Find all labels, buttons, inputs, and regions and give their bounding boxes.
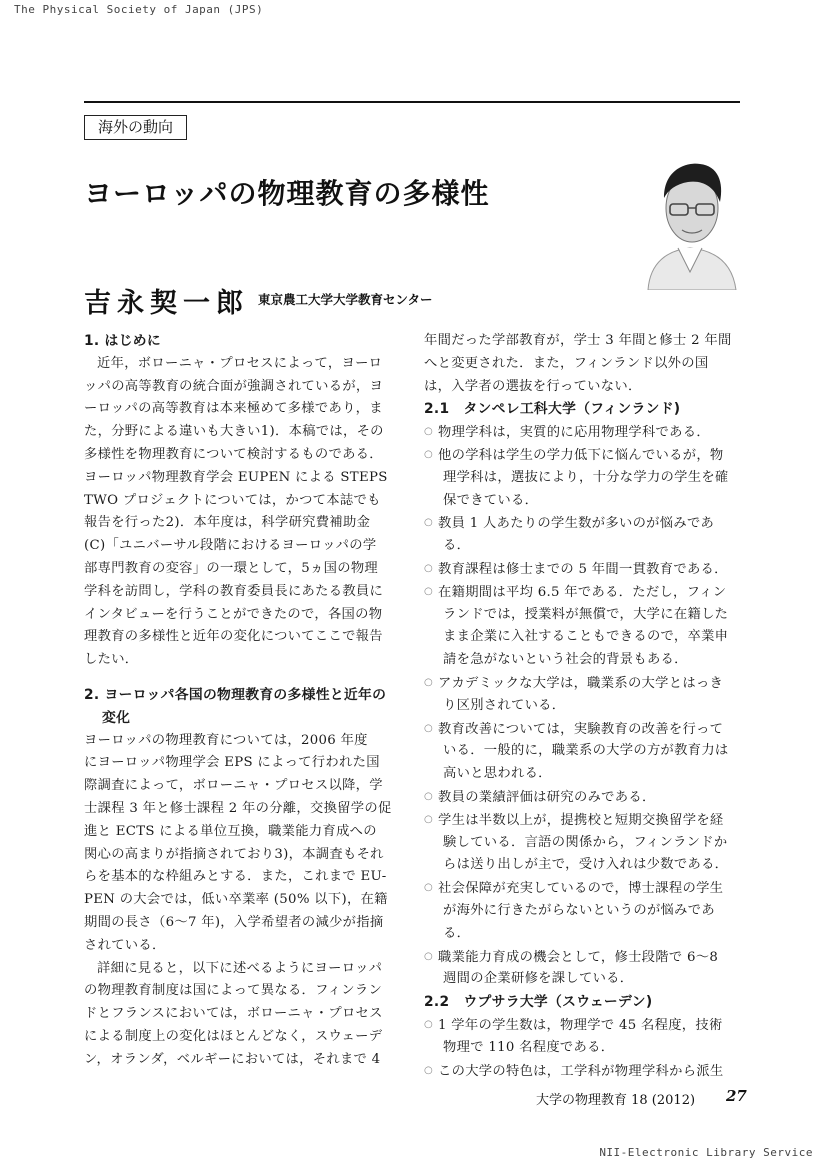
paragraph-line <box>84 535 404 558</box>
line-text: アカデミックな大学は，職業系の大学とはっき <box>438 675 724 691</box>
bullet-continuation <box>424 923 744 946</box>
bullet-continuation <box>424 900 744 923</box>
line-text: にヨーロッパ物理学会 EPS によって行われた国 <box>84 755 380 771</box>
line-text: TWO プロジェクトについては，かつて本誌でも <box>84 492 381 508</box>
line-text: PEN の大会では，低い卒業率 (50% 以下)，在籍 <box>84 892 388 908</box>
paragraph-line <box>84 1026 404 1049</box>
line-text: 詳細に見ると，以下に述べるようにヨーロッパ <box>97 960 383 976</box>
paragraph-line <box>84 821 404 844</box>
line-text: 高いと思われる． <box>443 766 552 782</box>
paragraph-line <box>84 752 404 775</box>
top-rule <box>84 101 740 103</box>
line-text: 物理で 110 名程度である． <box>443 1039 615 1055</box>
line-text: 験している．言語の関係から，フィンランドか <box>443 834 728 850</box>
line-text: 際調査によって，ボローニャ・プロセス以降，学 <box>84 778 383 794</box>
bullet-icon: ○ <box>424 882 434 894</box>
bullet-item <box>424 444 744 467</box>
line-text: た，分野による違いも大きい1)．本稿では，その <box>84 424 384 440</box>
bullet-item <box>424 1014 744 1037</box>
line-text: 1 学年の学生数は，物理学で 45 名程度，技術 <box>438 1017 723 1033</box>
paragraph-line <box>84 866 404 889</box>
line-text: 部専門教育の変容」の一環として，5ヵ国の物理 <box>84 560 379 576</box>
line-text: 学生は半数以上が，提携校と短期交換留学を経 <box>438 812 724 828</box>
bullet-item <box>424 946 744 969</box>
bullet-item <box>424 558 744 581</box>
bullet-continuation <box>424 649 744 672</box>
paragraph-line <box>84 1049 404 1072</box>
line-text: 教員の業績評価は研究のみである． <box>438 789 656 805</box>
bullet-continuation <box>424 832 744 855</box>
line-text: 理学科は，選抜により，十分な学力の学生を確 <box>443 469 729 485</box>
bullet-continuation <box>424 1037 744 1060</box>
line-text: 多様性を物理教育について検討するものである． <box>84 446 383 462</box>
line-text: らを基本的な枠組みとする．また，これまで EU- <box>84 869 387 885</box>
paragraph-line <box>84 775 404 798</box>
paragraph-line <box>84 958 404 981</box>
line-text: 関心の高まりが指摘されており3)，本調査もそれ <box>84 846 384 862</box>
line-text: ーロッパの高等教育は本来極めて多様であり，ま <box>84 401 383 417</box>
bullet-continuation <box>424 968 744 991</box>
line-text: が海外に行きたがらないというのが悩みであ <box>443 902 715 918</box>
bullet-item <box>424 421 744 444</box>
line-text: る． <box>443 538 471 554</box>
bullet-item <box>424 718 744 741</box>
line-text: 年間だった学部教育が，学士 3 年間と修士 2 年間 <box>424 333 732 348</box>
paragraph-line <box>84 581 404 604</box>
bullet-continuation <box>424 604 744 627</box>
bullet-icon: ○ <box>424 950 434 962</box>
bullet-continuation <box>424 854 744 877</box>
line-text: されている． <box>84 937 166 953</box>
bullet-item <box>424 1060 744 1083</box>
line-text: この大学の特色は，工学科が物理学科から派生 <box>438 1063 724 1079</box>
line-text: ヨーロッパの物理教育については，2006 年度 <box>84 732 368 748</box>
bullet-continuation <box>424 467 744 490</box>
line-text: 学科を訪問し，学科の教育委員長にあたる教員に <box>84 583 384 599</box>
bullet-icon: ○ <box>424 1064 434 1076</box>
page-number: 27 <box>726 1087 747 1105</box>
paragraph-line <box>84 912 404 935</box>
line-text: 期間の長さ（6～7 年)，入学希望者の減少が指摘 <box>84 914 384 930</box>
bullet-continuation <box>424 763 744 786</box>
article-title: ヨーロッパの物理教育の多様性 <box>84 177 490 210</box>
line-text: 変化 <box>102 709 131 726</box>
line-text: インタビューを行うことができたので，各国の物 <box>84 606 383 622</box>
paragraph-line <box>84 512 404 535</box>
line-text: 教育改善については，実験教育の改善を行って <box>438 721 724 737</box>
line-text: まま企業に入社することもできるので，卒業申 <box>443 629 729 645</box>
line-text: 社会保障が充実しているので，博士課程の学生 <box>438 881 724 897</box>
line-text: ヨーロッパ物理教育学会 EUPEN による STEPS <box>84 469 388 485</box>
line-text: 在籍期間は平均 6.5 年である．ただし，フィン <box>438 584 727 600</box>
line-text: は，入学者の選抜を行っていない． <box>424 378 642 394</box>
line-text: (C)「ユニバーサル段階におけるヨーロッパの学 <box>84 538 377 554</box>
paragraph-line <box>84 490 404 513</box>
line-text: したい． <box>84 652 139 668</box>
bullet-continuation <box>424 626 744 649</box>
paragraph-line <box>84 889 404 912</box>
section-tag: 海外の動向 <box>84 115 187 140</box>
line-text: 教員 1 人あたりの学生数が多いのが悩みであ <box>438 516 715 532</box>
paragraph-line <box>84 376 404 399</box>
line-text: 2.1 タンペレ工科大学（フィンランド) <box>424 401 681 418</box>
paragraph-line <box>84 444 404 467</box>
line-text: 請を急がないという社会的背景もある． <box>443 652 688 668</box>
bullet-item <box>424 581 744 604</box>
paragraph-line <box>84 467 404 490</box>
line-text: り区別されている． <box>443 697 566 713</box>
paragraph-line <box>84 649 404 672</box>
line-text: 1. はじめに <box>84 333 161 349</box>
line-text: 週間の企業研修を課している． <box>443 971 634 987</box>
bullet-icon: ○ <box>424 813 434 825</box>
bullet-icon: ○ <box>424 722 434 734</box>
journal-citation: 大学の物理教育 18 (2012) <box>536 1093 696 1108</box>
paragraph-line <box>84 798 404 821</box>
line-text: いる．一般的に，職業系の大学の方が教育力は <box>443 743 729 759</box>
author-photo <box>640 150 740 290</box>
section-heading <box>84 684 404 707</box>
left-column <box>84 330 404 1072</box>
bullet-continuation <box>424 740 744 763</box>
paragraph-line <box>84 421 404 444</box>
bullet-icon: ○ <box>424 426 434 438</box>
line-text: 他の学科は学生の学力低下に悩んでいるが，物 <box>438 447 724 463</box>
paragraph-line <box>424 376 744 399</box>
blank-line <box>84 672 404 684</box>
line-text: の物理教育制度は国によって異なる．フィンラン <box>84 983 383 999</box>
paragraph-line <box>84 844 404 867</box>
bullet-item <box>424 786 744 809</box>
section-heading <box>84 330 404 353</box>
paragraph-line <box>84 626 404 649</box>
line-text: 2. ヨーロッパ各国の物理教育の多様性と近年の <box>84 686 387 703</box>
subsection-heading <box>424 398 744 421</box>
line-text: ランドでは，授業料が無償で，大学に在籍した <box>443 606 729 622</box>
line-text: 理教育の多様性と近年の変化についてここで報告 <box>84 629 383 645</box>
author-name: 吉永契一郎 <box>84 288 249 319</box>
paragraph-line <box>424 330 744 353</box>
bullet-item <box>424 877 744 900</box>
line-text: ッパの高等教育の統合面が強調されているが，ヨ <box>84 378 384 394</box>
line-text: 保できている． <box>443 492 539 508</box>
line-text: 職業能力育成の機会として，修士段階で 6～8 <box>438 949 719 965</box>
author-affiliation: 東京農工大学大学教育センター <box>258 292 433 307</box>
paragraph-line <box>84 398 404 421</box>
paragraph-line <box>84 604 404 627</box>
paragraph-line <box>84 730 404 753</box>
bullet-icon: ○ <box>424 562 434 574</box>
line-text: 近年，ボローニャ・プロセスによって，ヨーロ <box>97 355 383 371</box>
right-column <box>424 330 744 1082</box>
section-heading <box>84 707 404 730</box>
bullet-item <box>424 512 744 535</box>
line-text: らは送り出しが主で，受け入れは少数である． <box>443 857 729 873</box>
line-text: る． <box>443 925 471 941</box>
bullet-icon: ○ <box>424 790 434 802</box>
line-text: 教育課程は修士までの 5 年間一貫教育である． <box>438 561 728 577</box>
nii-footer: NII-Electronic Library Service <box>599 1146 813 1159</box>
bullet-icon: ○ <box>424 585 434 597</box>
line-text: 物理学科は，実質的に応用物理学科である． <box>438 425 710 441</box>
line-text: へと変更された．また，フィンランド以外の国 <box>424 355 709 371</box>
journal-footer <box>536 1087 747 1108</box>
bullet-continuation <box>424 535 744 558</box>
bullet-icon: ○ <box>424 448 434 460</box>
line-text: 2.2 ウプサラ大学（スウェーデン) <box>424 994 653 1011</box>
paragraph-line <box>84 980 404 1003</box>
paragraph-line <box>84 935 404 958</box>
bullet-icon: ○ <box>424 676 434 688</box>
paragraph-line <box>84 558 404 581</box>
line-text: 進と ECTS による単位互換，職業能力育成への <box>84 823 377 839</box>
society-header: The Physical Society of Japan (JPS) <box>14 3 264 16</box>
line-text: ン，オランダ，ベルギーにおいては，それまで 4 <box>84 1051 381 1067</box>
subsection-heading <box>424 991 744 1014</box>
paragraph-line <box>424 353 744 376</box>
line-text: ドとフランスにおいては，ボローニャ・プロセス <box>84 1006 383 1022</box>
bullet-continuation <box>424 695 744 718</box>
paragraph-line <box>84 353 404 376</box>
line-text: による制度上の変化はほとんどなく，スウェーデ <box>84 1028 383 1044</box>
bullet-icon: ○ <box>424 517 434 529</box>
bullet-item <box>424 672 744 695</box>
line-text: 士課程 3 年と修士課程 2 年の分離，交換留学の促 <box>84 800 392 816</box>
bullet-continuation <box>424 490 744 513</box>
paragraph-line <box>84 1003 404 1026</box>
bullet-icon: ○ <box>424 1018 434 1030</box>
bullet-item <box>424 809 744 832</box>
line-text: 報告を行った2)．本年度は，科学研究費補助金 <box>84 515 371 531</box>
